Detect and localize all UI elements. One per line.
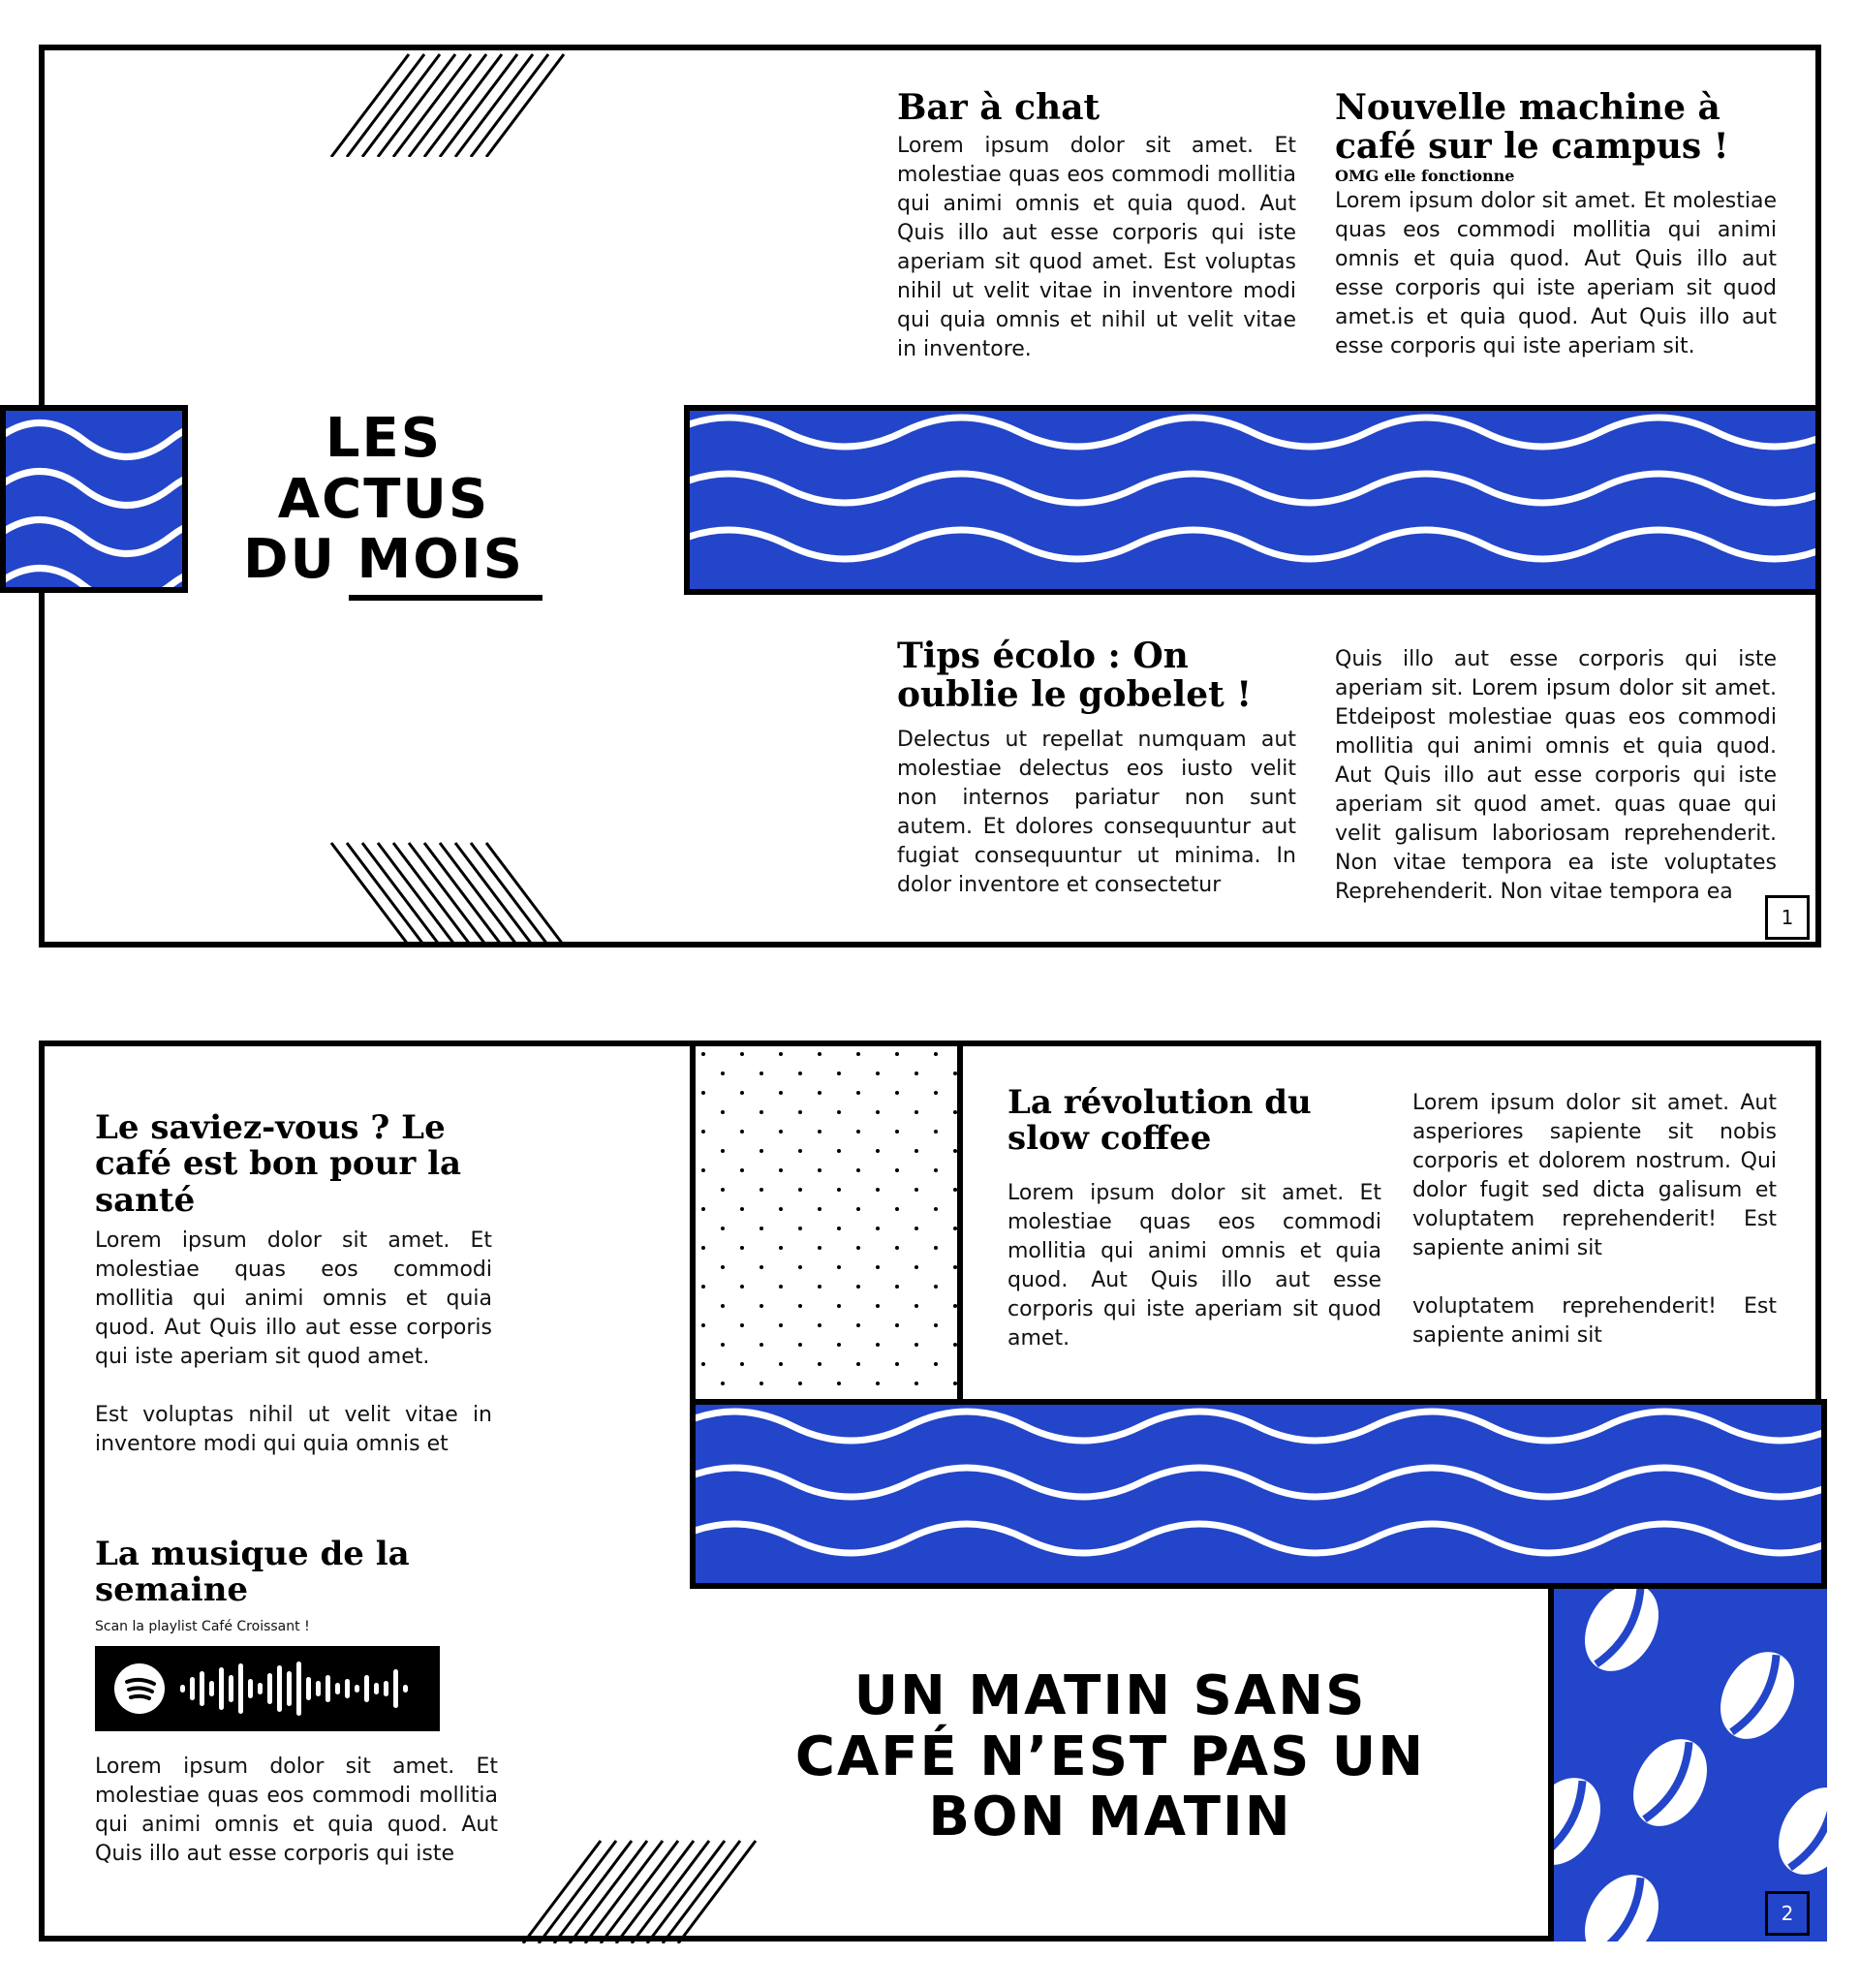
masthead-line-1: LES ACTUS — [277, 407, 490, 531]
dot-pattern — [696, 1046, 957, 1399]
article-title: La musique de la semaine — [95, 1535, 410, 1610]
article-body-continued: voluptatem reprehenderit! Est sapiente animi sit — [1412, 1294, 1777, 1348]
quote-block — [761, 1666, 1459, 1848]
quote-line-1: UN MATIN SANS — [853, 1664, 1367, 1727]
wave-block-small — [0, 405, 188, 593]
quote-line-3: BON MATIN — [928, 1786, 1292, 1849]
article-body: Quis illo aut esse corporis qui iste aperiam sit. Lorem ipsum dolor sit amet. Etdeipost molestiae quas eos commodi mollitia qui animi omnis et quia quod. Aut Quis illo aut esse corporis qui iste aperiam sit quod amet. quas quae qui velit galisum laboriosam reprehenderit. Non vitae tempora ea iste voluptates Reprehenderit. Non vitae tempora ea — [1335, 647, 1777, 904]
article-title: Bar à chat — [897, 87, 1100, 128]
page-2 — [39, 1041, 1821, 1941]
spotify-code[interactable] — [95, 1646, 440, 1731]
article-body: Lorem ipsum dolor sit amet. Et molestiae quas eos commodi mollitia qui animi omnis et quia quod. Aut Quis illo aut esse corporis qui iste — [95, 1754, 498, 1866]
wave-band-page-2 — [690, 1399, 1827, 1589]
article-title: Tips écolo : On oublie le gobelet ! — [897, 636, 1253, 715]
spotify-icon — [95, 1646, 440, 1731]
hatch-decoration-bottom — [326, 839, 616, 946]
article-slow-coffee-side — [1412, 1089, 1777, 1351]
masthead-title — [238, 409, 529, 591]
hatch-decoration-page-2 — [517, 1837, 808, 1943]
page-number: 2 — [1765, 1891, 1810, 1936]
page-number: 1 — [1765, 895, 1810, 940]
wave-pattern — [696, 1405, 1821, 1583]
soundwave-bars — [180, 1662, 408, 1716]
article-title: La révolution du slow coffee — [1008, 1083, 1312, 1159]
article-body: Lorem ipsum dolor sit amet. Aut asperiores sapiente sit nobis corporis et dolorem nostrum. Qui dolor fugit sed dicta galisum et voluptatem reprehenderit! Est sapiente animi sit — [1412, 1091, 1777, 1260]
article-tips-ecolo — [897, 637, 1296, 900]
dot-pattern-panel — [690, 1041, 963, 1405]
coffee-bean-panel — [1548, 1583, 1827, 1941]
article-body: Lorem ipsum dolor sit amet. Et molestiae quas eos commodi mollitia qui animi omnis et quia quod. Aut Quis illo aut esse corporis qui iste aperiam sit quod amet. — [95, 1228, 492, 1370]
playlist-caption: Scan la playlist Café Croissant ! — [95, 1618, 310, 1634]
article-tips-continued — [1335, 645, 1777, 907]
article-bar-a-chat — [897, 89, 1296, 364]
article-le-saviez-vous — [95, 1110, 492, 1459]
masthead-underline — [349, 595, 542, 601]
article-body: Lorem ipsum dolor sit amet. Et molestiae quas eos commodi mollitia qui animi omnis et quia quod. Aut Quis illo aut esse corporis qui iste aperiam sit quod amet.is et quia quod. Aut Quis illo aut esse corporis qui iste aperiam sit. — [1335, 188, 1777, 358]
article-nouvelle-machine — [1335, 89, 1777, 361]
coffee-bean-pattern — [1554, 1589, 1827, 1941]
article-body: Lorem ipsum dolor sit amet. Et molestiae quas eos commodi mollitia qui animi omnis et quia quod. Aut Quis illo aut esse corporis qui iste aperiam sit quod amet. — [1008, 1180, 1381, 1351]
article-body: Delectus ut repellat numquam aut molestiae delectus eos iusto velit non internos pariatur non sunt autem. Et dolores consequuntur aut fugiat consequuntur ut minima. In dolor inventore et consectetur — [897, 728, 1296, 898]
wave-band-page-1 — [684, 405, 1821, 595]
article-slow-coffee — [1008, 1085, 1381, 1353]
article-subtitle: OMG elle fonctionne — [1335, 167, 1515, 186]
hatch-decoration-top — [326, 50, 616, 157]
quote-line-2: CAFÉ N’EST PAS UN — [794, 1724, 1426, 1788]
masthead-line-2: DU MOIS — [243, 528, 524, 592]
article-body-continued: Est voluptas nihil ut velit vitae in inventore modi qui quia omnis et — [95, 1403, 492, 1457]
article-title: Nouvelle machine à café sur le campus ! — [1335, 87, 1729, 167]
article-body: Lorem ipsum dolor sit amet. Et molestiae quas eos commodi mollitia qui animi omnis et quia quod. Aut Quis illo aut esse corporis qui iste aperiam sit quod amet. Est voluptas nihil ut velit vitae in inventore modi qui quia omnis et nihil ut velit vitae in inventore. — [897, 133, 1296, 361]
article-title: Le saviez-vous ? Le café est bon pour la santé — [95, 1108, 462, 1220]
article-musique — [95, 1537, 498, 1869]
wave-pattern — [690, 411, 1815, 589]
wave-pattern — [6, 411, 182, 587]
